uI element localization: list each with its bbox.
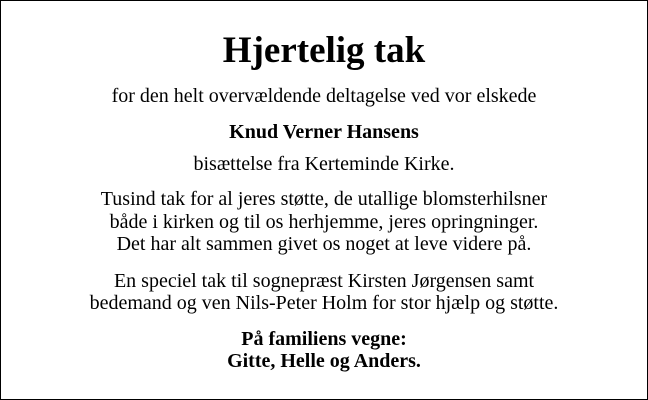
intro-text: for den helt overvældende deltagelse ved vor elskede (111, 85, 537, 107)
notice-title: Hjertelig tak (222, 30, 426, 71)
signature-line: På familiens vegne: (241, 328, 407, 350)
funeral-text: bisættelse fra Kerteminde Kirke. (193, 153, 455, 175)
special-thanks-line: En speciel tak til sognepræst Kirsten Jørgensen samt (113, 270, 535, 292)
thanks-line: Tusind tak for al jeres støtte, de utallige blomsterhilsner (100, 188, 548, 210)
thanks-line: både i kirken og til os herhjemme, jeres opringninger. (109, 211, 539, 233)
signature-names: Gitte, Helle og Anders. (227, 350, 421, 372)
special-thanks-line: bedemand og ven Nils-Peter Holm for stor hjælp og støtte. (89, 292, 559, 314)
deceased-name: Knud Verner Hansens (229, 121, 419, 143)
thanks-line: Det har alt sammen givet os noget at leve videre på. (116, 233, 532, 255)
